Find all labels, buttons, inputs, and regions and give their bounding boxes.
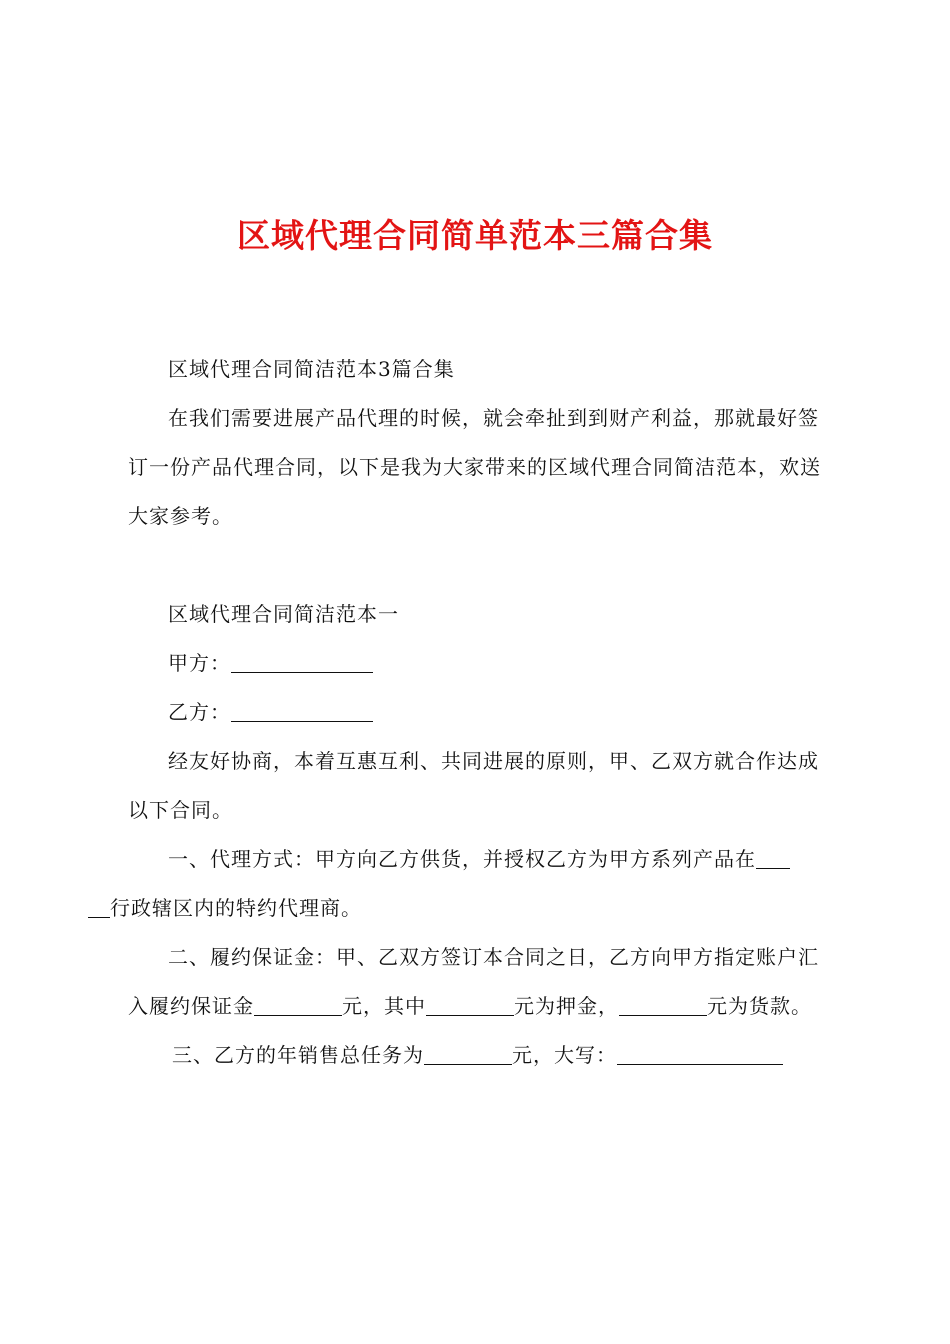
clause-3-blank-b [617, 1042, 783, 1065]
clause-1-text-b: 行政辖区内的特约代理商。 [110, 896, 362, 920]
section-heading: 区域代理合同简洁范本一 [168, 602, 399, 626]
negotiation-paragraph: 经友好协商，本着互惠互利、共同进展的原则，甲、乙双方就合作达成以下合同。 [128, 749, 819, 822]
clause-3-blank-a [424, 1042, 512, 1065]
clause-2 [128, 933, 832, 1031]
clause-2-blank-c [619, 993, 707, 1016]
party-b-line [128, 688, 832, 737]
intro-paragraph: 在我们需要进展产品代理的时候，就会牵扯到到财产利益，那就最好签订一份产品代理合同，以下是我为大家带来的区域代理合同简洁范本，欢送大家参考。 [128, 406, 821, 528]
party-a-line [128, 639, 832, 688]
party-b-label: 乙方： [168, 700, 231, 724]
clause-1 [110, 835, 832, 933]
clause-1-blank-b [88, 895, 110, 918]
clause-1-blank-a [756, 846, 790, 869]
clause-2-text-d: 元为货款。 [707, 994, 812, 1018]
clause-2-blank-a [254, 993, 342, 1016]
subtitle: 区域代理合同简洁范本3篇合集 [168, 357, 455, 381]
clause-2-blank-b [426, 993, 514, 1016]
clause-2-text-a: 二、履约保证金：甲、乙双方签订本合同之日，乙方向甲方指定账户汇入履约保证金 [128, 945, 819, 1018]
party-b-blank [231, 699, 373, 722]
clause-3 [128, 1031, 832, 1080]
document-title: 区域代理合同简单范本三篇合集 [237, 216, 713, 255]
clause-3-text-a: 三、乙方的年销售总任务为 [172, 1043, 424, 1067]
party-a-label: 甲方： [168, 651, 231, 675]
clause-3-text-b: 元，大写： [512, 1043, 617, 1067]
party-a-blank [231, 650, 373, 673]
clause-1-text-a: 一、代理方式：甲方向乙方供货，并授权乙方为甲方系列产品在 [168, 847, 756, 871]
spacer [128, 541, 832, 590]
clause-2-text-b: 元，其中 [342, 994, 426, 1018]
document-body [110, 345, 832, 1080]
clause-2-text-c: 元为押金， [514, 994, 619, 1018]
